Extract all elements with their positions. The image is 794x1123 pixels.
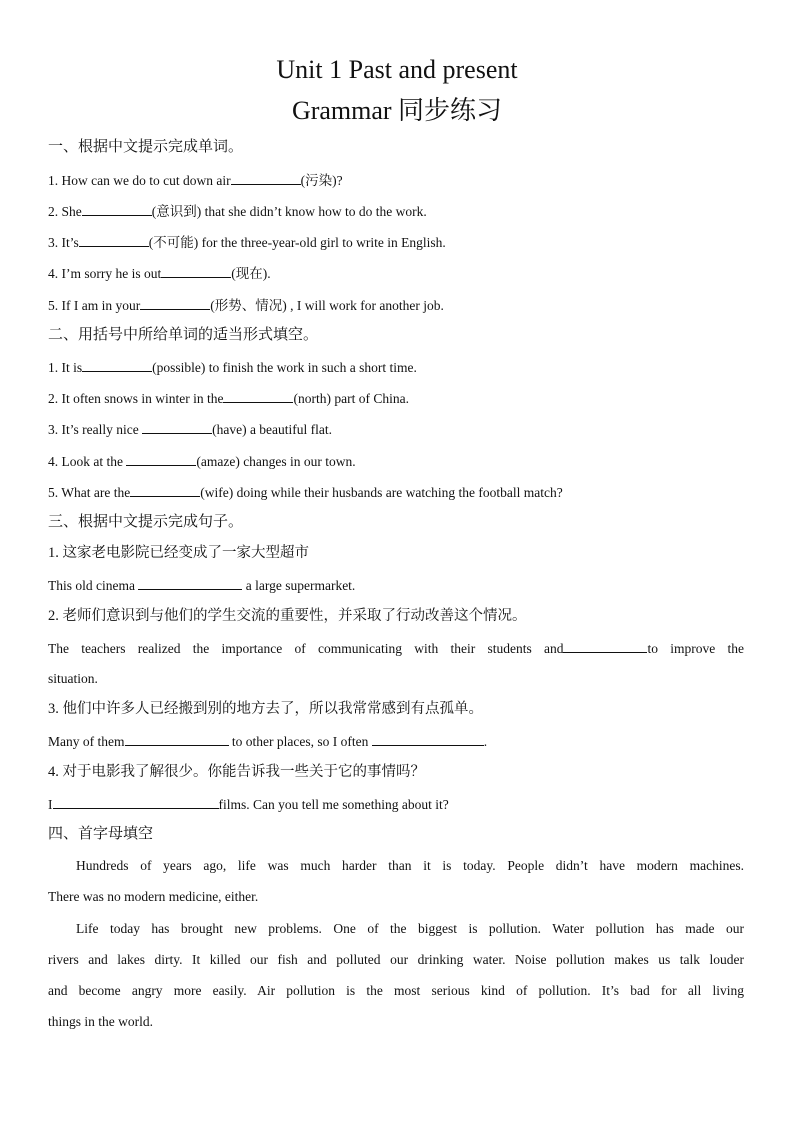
part2-question-2 <box>48 389 744 408</box>
passage-paragraph-1-line-2: There was no modern medicine, either. <box>48 889 259 904</box>
answer-blank[interactable] <box>138 576 242 590</box>
answer-blank[interactable] <box>563 639 647 653</box>
answer-blank[interactable] <box>161 264 231 278</box>
part2-question-3 <box>48 420 744 439</box>
part3-question-3-english <box>48 732 744 751</box>
question-text: 1. It is <box>48 360 83 375</box>
part1-question-5 <box>48 296 744 315</box>
sentence-text: to other places, so I often <box>231 734 369 749</box>
question-hint: (amaze) changes in our town. <box>196 454 356 469</box>
answer-blank[interactable] <box>82 202 152 216</box>
question-text: 5. What are the <box>48 485 131 500</box>
sentence-text: Many of them <box>48 734 125 749</box>
part4-heading: 四、首字母填空 <box>48 826 154 842</box>
question-hint: (north) part of China. <box>293 391 409 406</box>
question-text: 2. She <box>48 204 82 219</box>
sentence-text: to improve the <box>647 641 744 656</box>
answer-blank[interactable] <box>126 452 196 466</box>
part2-question-1 <box>48 358 744 377</box>
page-title: Unit 1 Past and present <box>276 55 518 84</box>
part1-question-2 <box>48 202 744 221</box>
passage-paragraph-2-line-2: rivers and lakes dirty. It killed our fish and polluted our drinking water. Noise pollution makes us talk louder <box>48 952 744 967</box>
sentence-text: . <box>483 734 488 749</box>
question-hint: (wife) doing while their husbands are watching the football match? <box>200 485 563 500</box>
answer-blank[interactable] <box>223 389 293 403</box>
question-hint: (污染)? <box>300 173 343 188</box>
question-text: 4. Look at the <box>48 454 123 469</box>
part1-question-3 <box>48 233 744 252</box>
sentence-text: a large supermarket. <box>245 578 356 593</box>
part3-question-3-chinese: 3. 他们中许多人已经搬到别的地方去了，所以我常常感到有点孤单。 <box>48 701 483 717</box>
question-text: 1. How can we do to cut down air <box>48 173 231 188</box>
passage-paragraph-2-line-3: and become angry more easily. Air pollution is the most serious kind of pollution. It’s bad for all living <box>48 983 744 998</box>
part1-question-4 <box>48 264 744 283</box>
question-text: 2. It often snows in winter in the <box>48 391 224 406</box>
part1-heading: 一、根据中文提示完成单词。 <box>48 139 244 155</box>
part3-question-4-chinese: 4. 对于电影我了解很少。你能告诉我一些关于它的事情吗？ <box>48 764 425 780</box>
passage-paragraph-1-line-1: Hundreds of years ago, life was much harder than it is today. People didn’t have modern machines. <box>76 858 744 873</box>
question-hint: (possible) to finish the work in such a short time. <box>152 360 417 375</box>
part3-question-1-chinese: 1. 这家老电影院已经变成了一家大型超市 <box>48 545 309 561</box>
sentence-text: The teachers realized the importance of communicating with their students and <box>48 641 564 656</box>
answer-blank[interactable] <box>372 732 484 746</box>
answer-blank[interactable] <box>140 296 210 310</box>
answer-blank[interactable] <box>231 171 301 185</box>
question-hint: (have) a beautiful flat. <box>212 422 333 437</box>
answer-blank[interactable] <box>82 358 152 372</box>
part3-question-1-english <box>48 576 744 595</box>
part3-heading: 三、根据中文提示完成句子。 <box>48 514 244 530</box>
question-hint: (不可能) for the three-year-old girl to write in English. <box>148 235 446 250</box>
sentence-text: I <box>48 797 53 812</box>
answer-blank[interactable] <box>53 795 219 809</box>
part3-question-2-english <box>48 639 744 658</box>
part1-question-1 <box>48 171 744 190</box>
answer-blank[interactable] <box>142 420 212 434</box>
question-text: 5. If I am in your <box>48 298 141 313</box>
passage-paragraph-2-line-1: Life today has brought new problems. One of the biggest is pollution. Water pollution has made our <box>76 921 744 936</box>
sentence-text: This old cinema <box>48 578 135 593</box>
part2-question-5 <box>48 483 744 502</box>
answer-blank[interactable] <box>79 233 149 247</box>
question-text: 3. It’s really nice <box>48 422 139 437</box>
page-subtitle: Grammar 同步练习 <box>291 96 503 125</box>
part3-question-2-chinese: 2. 老师们意识到与他们的学生交流的重要性，并采取了行动改善这个情况。 <box>48 608 527 624</box>
passage-paragraph-2-line-4: things in the world. <box>48 1014 153 1029</box>
part3-question-2-english-continued: situation. <box>48 671 98 686</box>
question-hint: (现在). <box>231 266 271 281</box>
answer-blank[interactable] <box>125 732 229 746</box>
part3-question-4-english <box>48 795 744 814</box>
question-text: 3. It’s <box>48 235 79 250</box>
answer-blank[interactable] <box>130 483 200 497</box>
question-hint: (意识到) that she didn’t know how to do the work. <box>151 204 427 219</box>
sentence-text: films. Can you tell me something about it? <box>218 797 449 812</box>
question-hint: (形势、情况) , I will work for another job. <box>210 298 444 313</box>
part2-heading: 二、用括号中所给单词的适当形式填空。 <box>48 327 319 343</box>
part2-question-4 <box>48 452 744 471</box>
question-text: 4. I’m sorry he is out <box>48 266 162 281</box>
